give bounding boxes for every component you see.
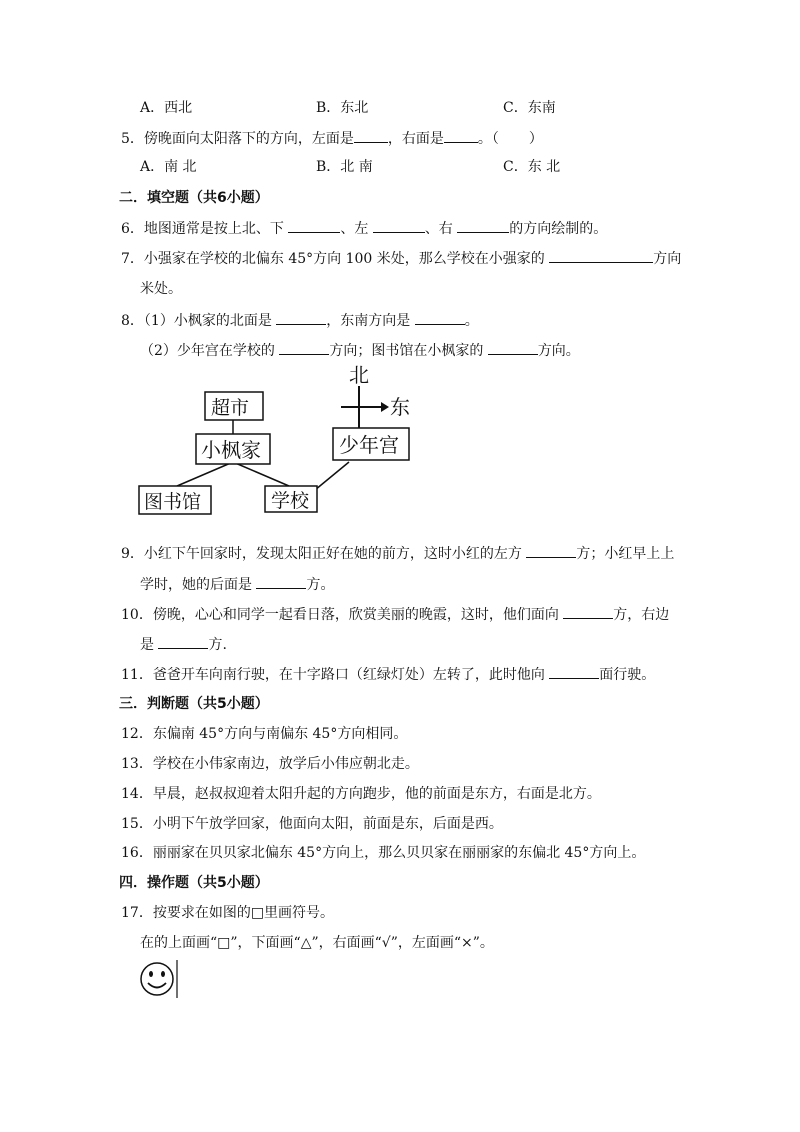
xiaofeng-home-label: 小枫家 <box>201 438 261 462</box>
connector-line <box>177 462 233 486</box>
question-7: 7．小强家在学校的北偏东 45°方向 100 米处，那么学校在小强家的 方向 <box>121 248 681 269</box>
answer-blank <box>549 664 599 679</box>
section-title: 三．判断题（共5小题） <box>119 696 269 712</box>
question-9-line2: 学时，她的后面是 方。 <box>140 574 334 595</box>
compass-east-label: 东 <box>390 395 410 419</box>
youth-palace-label: 少年宫 <box>339 433 399 457</box>
direction-map-diagram <box>137 362 413 518</box>
answer-blank <box>563 604 613 619</box>
smiley-face-icon <box>138 958 180 1000</box>
question-17: 17．按要求在如图的□里画符号。 <box>121 905 335 921</box>
east-arrow-icon <box>381 402 389 412</box>
section-title: 四．操作题（共5小题） <box>119 875 269 891</box>
answer-blank <box>415 310 465 325</box>
question-16: 16．丽丽家在贝贝家北偏东 45°方向上，那么贝贝家在丽丽家的东偏北 45°方向上。 <box>121 845 646 861</box>
answer-blank <box>457 218 509 233</box>
question-7-line2: 米处。 <box>140 281 182 297</box>
q4-option-b: B．东北 <box>316 100 369 116</box>
q4-option-a: A．西北 <box>140 100 193 116</box>
q5-option-c: C．东 北 <box>503 159 561 175</box>
question-11: 11．爸爸开车向南行驶，在十字路口（红绿灯处）左转了，此时他向 面行驶。 <box>121 664 655 685</box>
question-6: 6．地图通常是按上北、下 、左 、右 的方向绘制的。 <box>121 218 607 239</box>
answer-blank <box>279 340 329 355</box>
question-15: 15．小明下午放学回家，他面向太阳，前面是东，后面是西。 <box>121 816 503 832</box>
question-5: 5．傍晚面向太阳落下的方向，左面是 ，右面是 。（ ） <box>121 128 543 149</box>
question-13: 13．学校在小伟家南边，放学后小伟应朝北走。 <box>121 756 419 772</box>
q4-option-c: C．东南 <box>503 100 556 116</box>
question-14: 14．早晨，赵叔叔迎着太阳升起的方向跑步，他的前面是东方，右面是北方。 <box>121 786 601 802</box>
question-10-line2: 是 方. <box>140 634 227 655</box>
library-label: 图书馆 <box>144 491 202 513</box>
answer-blank <box>526 543 576 558</box>
section-title: 二．填空题（共6小题） <box>119 190 269 206</box>
answer-blank <box>444 128 478 143</box>
question-9: 9．小红下午回家时，发现太阳正好在她的前方，这时小红的左方 方；小红早上上 <box>121 543 674 564</box>
answer-blank <box>549 248 653 263</box>
school-label: 学校 <box>271 490 310 512</box>
q5-option-a: A．南 北 <box>140 159 197 175</box>
answer-blank <box>256 574 306 589</box>
answer-blank <box>288 218 340 233</box>
answer-blank <box>354 128 388 143</box>
answer-blank <box>158 634 208 649</box>
connector-line <box>233 462 289 486</box>
q5-option-b: B．北 南 <box>316 159 373 175</box>
compass-north-label: 北 <box>349 363 369 387</box>
answer-blank <box>373 218 425 233</box>
supermarket-label: 超市 <box>211 397 250 419</box>
connector-line <box>315 462 349 490</box>
question-8: 8．（1）小枫家的北面是 ，东南方向是 。 <box>121 310 479 331</box>
question-12: 12．东偏南 45°方向与南偏东 45°方向相同。 <box>121 726 408 742</box>
question-17-line2: 在的上面画“□”，下面画“△”，右面画“√”，左面画“×”。 <box>140 935 494 951</box>
answer-blank <box>488 340 538 355</box>
question-10: 10．傍晚，心心和同学一起看日落，欣赏美丽的晚霞，这时，他们面向 方，右边 <box>121 604 669 625</box>
question-8-part2: （2）少年宫在学校的 方向；图书馆在小枫家的 方向。 <box>140 340 580 361</box>
answer-blank <box>276 310 326 325</box>
